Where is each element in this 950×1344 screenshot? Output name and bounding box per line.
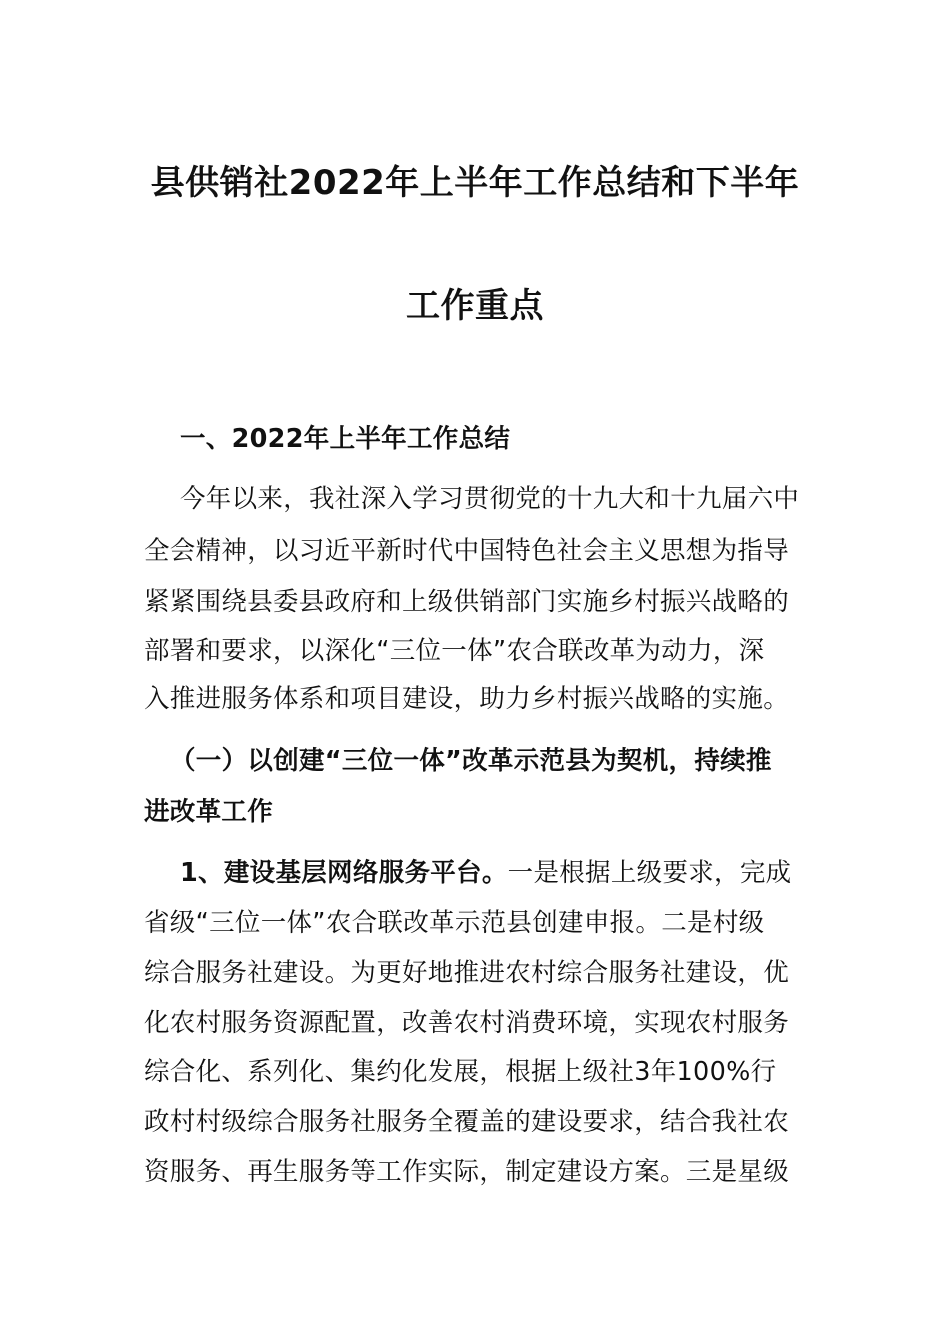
intro-line-5: 入推进服务体系和项目建设，助力乡村振兴战略的实施。 [144, 684, 790, 714]
subsection-heading-line-2: 进改革工作 [144, 797, 274, 827]
item-1-first-text: 一是根据上级要求，完成 [507, 858, 792, 888]
item-1-line-6: 政村村级综合服务社服务全覆盖的建设要求，结合我社农 [144, 1107, 790, 1137]
section-heading: 一、2022年上半年工作总结 [180, 424, 511, 454]
item-1-heading: 1、建设基层网络服务平台。 [180, 858, 508, 888]
intro-line-2: 全会精神，以习近平新时代中国特色社会主义思想为指导 [144, 536, 790, 566]
intro-line-3: 紧紧围绕县委县政府和上级供销部门实施乡村振兴战略的 [144, 587, 790, 617]
subsection-heading-line-1: （一）以创建“三位一体”改革示范县为契机，持续推 [170, 746, 772, 776]
item-1-line-3: 综合服务社建设。为更好地推进农村综合服务社建设，优 [144, 958, 790, 988]
item-1-line-5: 综合化、系列化、集约化发展，根据上级社3年100%行 [144, 1057, 777, 1087]
document-title-line-1: 县供销社2022年上半年工作总结和下半年 [150, 163, 800, 203]
item-1-line-2: 省级“三位一体”农合联改革示范县创建申报。二是村级 [144, 908, 765, 938]
item-1-line-1 [180, 856, 814, 890]
intro-line-4: 部署和要求，以深化“三位一体”农合联改革为动力，深 [144, 636, 765, 666]
item-1-line-7: 资服务、再生服务等工作实际，制定建设方案。三是星级 [144, 1157, 790, 1187]
document-title-line-2: 工作重点 [406, 286, 544, 326]
item-1-line-4: 化农村服务资源配置，改善农村消费环境，实现农村服务 [144, 1008, 790, 1038]
intro-line-1: 今年以来，我社深入学习贯彻党的十九大和十九届六中 [180, 484, 800, 514]
